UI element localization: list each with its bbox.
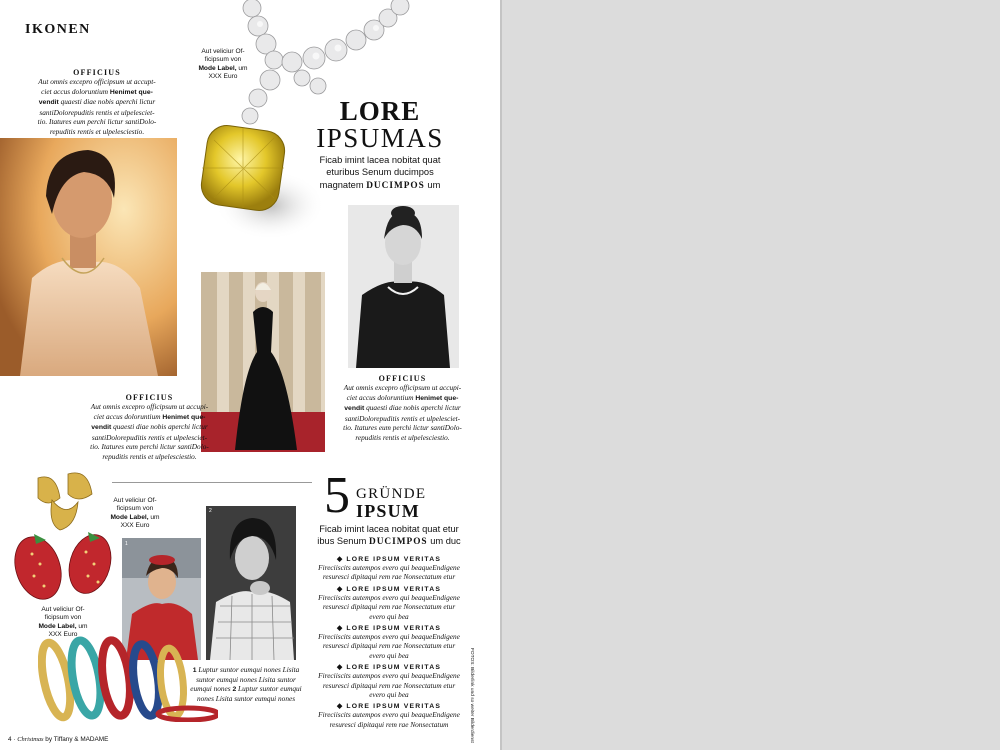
photos-caption: 1 Luptur suntor eumqui nones Lisita suntor eumqui nones Lisita suntor eumqui nones 2 Luptur suntor eumqui nones Lisita suntor eumqui nones	[190, 665, 302, 703]
photo-number-1: 1	[125, 541, 128, 547]
necklace-price-note: Aut veliciur Of- ficipsum von Mode Label, um XXX Euro	[198, 48, 248, 81]
brooch-price-note: Aut veliciur Of- ficipsum von Mode Label, um XXX Euro	[110, 497, 160, 530]
five-intro: Ficab imint lacea nobitat quat etur ibus Senum DUCIMPOS um duc	[317, 524, 461, 548]
rings-price-note: Aut veliciur Of- ficipsum von Mode Label, um XXX Euro	[38, 606, 88, 639]
page-footer: 4 · Christmas by Tiffany & MADAME	[8, 736, 109, 743]
section-divider	[112, 482, 312, 483]
photo-woman-plaid	[206, 506, 296, 660]
black-white-portrait-photo	[348, 205, 459, 368]
caption-top-title: OFFICIUS	[73, 68, 121, 77]
caption-top-body: Aut omnis excepro officipsum ut accupt- ciet accus doloruntium Henimet que- vendit quaesti diae nobis aperchi lictur santiDolorepuditis rentis et ulpelesciet- tio. Itatures eum perchi lictur santiDolo- repuditis rentis et ulpelesciestio.	[37, 77, 157, 136]
caption-right-title: OFFICIUS	[378, 374, 427, 383]
reason-item: ◆ LORE IPSUM VERITAS Fireciiscits autempos evero qui beaqueEndigene resuresci dipitaqui rem rae Nonsectatum etur	[318, 556, 460, 582]
section-label: IKONEN	[25, 22, 91, 37]
caption-left-body: Aut omnis excepro officipsum ut accupi- ciet accus doloruntium Henimet que- vendit quaesti diae nobis aperchi lictur santiDolorepuditis rentis et ulpelesciet- tio. Itatures eum perchi lictur santiDolo- repuditis rentis et ulpelesciestio.	[90, 402, 209, 461]
page-gutter	[500, 0, 502, 750]
strawberry-brooch-image	[8, 468, 120, 608]
caption-right	[330, 374, 475, 443]
reason-item: ◆ LORE IPSUM VERITAS Fireciiscits autempos evero qui beaqueEndigene resuresci dipitaqui rem rae Nonsectatum etur evero qui bea	[318, 585, 460, 621]
five-number: 5	[324, 467, 350, 524]
photo-credit: FOTOS: Bilderlink und so weiter Bilderdienst	[469, 648, 474, 743]
caption-right-body: Aut omnis excepro officipsum ut accupi- ciet accus doloruntium Henimet que- vendit quaesti diae nobis aperchi lictur santiDolorepuditis rentis et ulpelesciet- tio. Itatures eum perchi lictur santiDolo- repuditis rentis et ulpelesciestio.	[343, 383, 462, 442]
reason-item: ◆ LORE IPSUM VERITAS Fireciiscits autempos evero qui beaqueEndigene resuresci dipitaqui rem rae Nonsectatum etur evero qui bea	[318, 664, 460, 700]
five-word-2: IPSUM	[356, 501, 420, 521]
caption-top	[22, 68, 172, 137]
hero-intro: Ficab imint lacea nobitat quat eturibus Senum ducimpos magnatem DUCIMPOS um	[319, 155, 441, 191]
caption-left-title: OFFICIUS	[125, 393, 174, 402]
hero-heading	[300, 98, 460, 152]
reason-item: ◆ LORE IPSUM VERITAS Fireciiscits autempos evero qui beaqueEndigene resuresci dipitaqui rem rae Nonsectatum	[318, 703, 460, 729]
reasons-list	[304, 555, 474, 743]
five-word-1: GRÜNDE	[356, 486, 427, 502]
reason-item: ◆ LORE IPSUM VERITAS Fireciiscits autempos evero qui beaqueEndigene resuresci dipitaqui rem rae Nonsectatum etur evero qui bea	[318, 625, 460, 660]
hero-subtitle: IPSUMAS	[316, 123, 444, 153]
caption-left	[72, 393, 227, 462]
photo-number-2: 2	[209, 508, 212, 514]
portrait-photo-warm	[0, 138, 177, 376]
hero-title: LORE	[339, 96, 421, 126]
